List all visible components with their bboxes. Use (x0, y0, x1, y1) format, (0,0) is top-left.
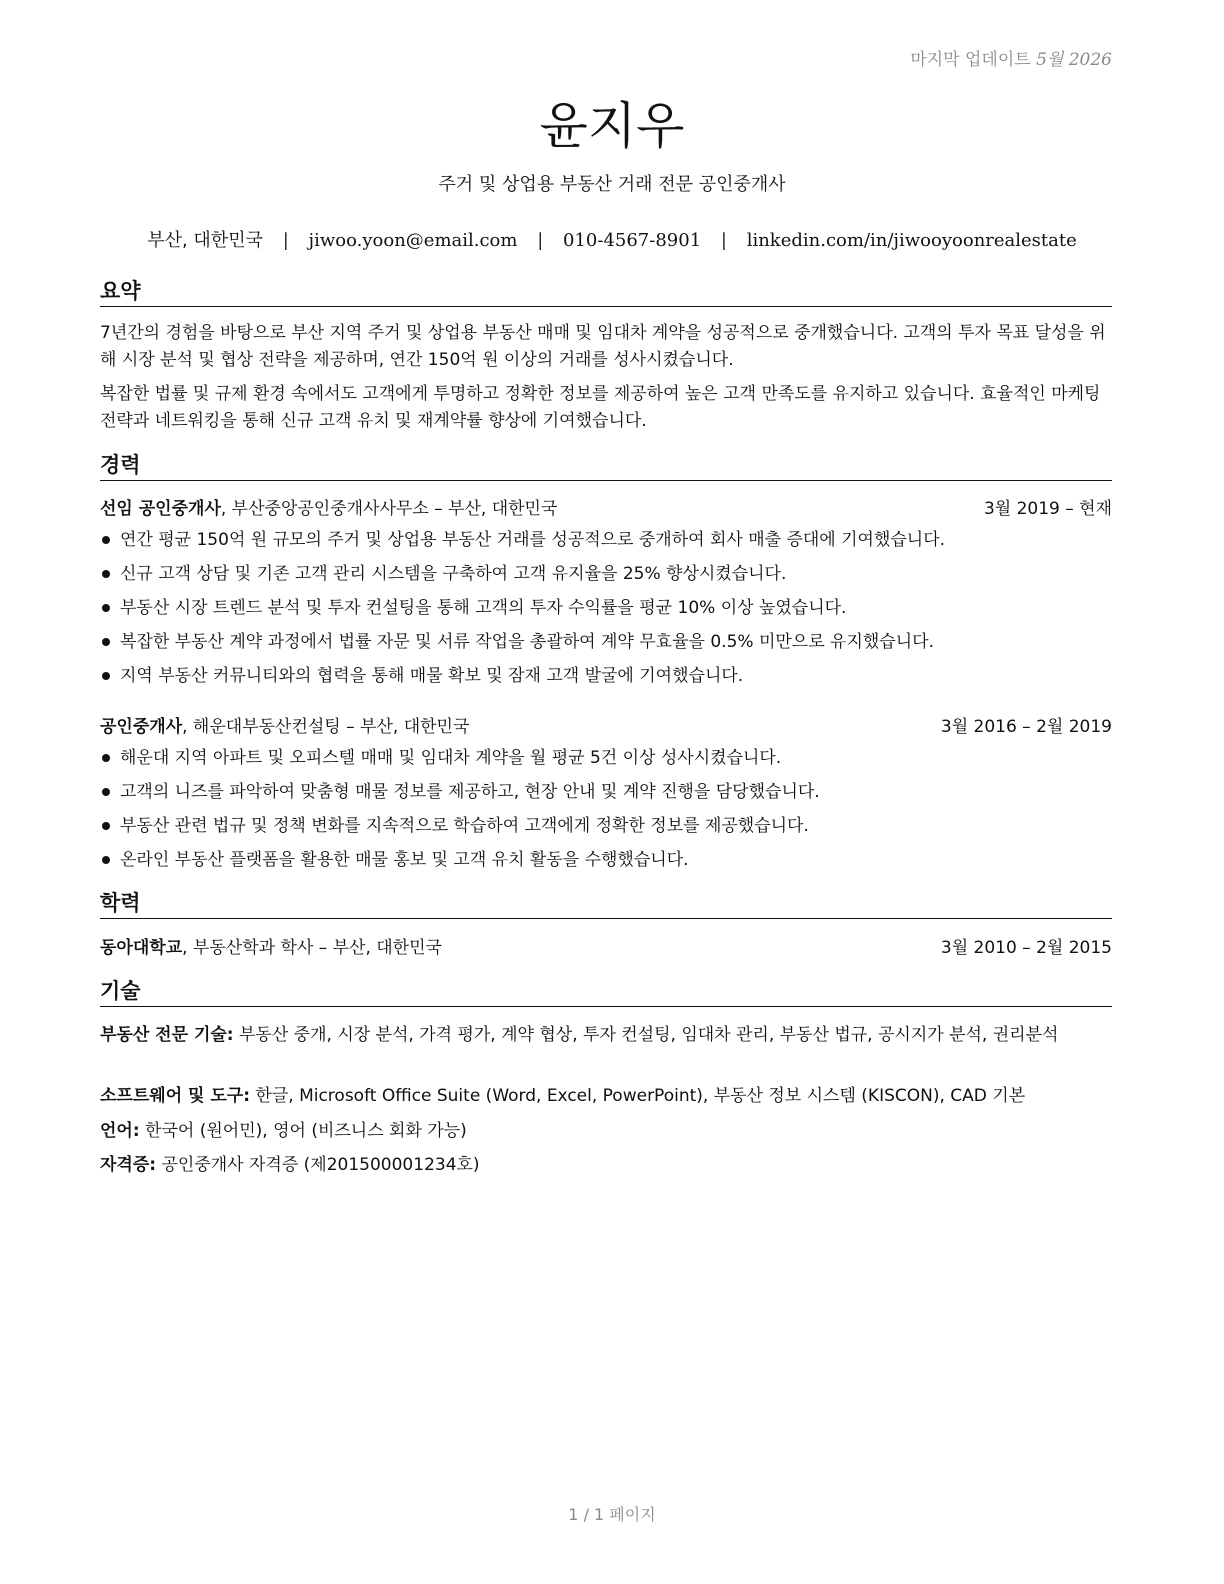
contact-phone: 010-4567-8901 (563, 230, 702, 251)
summary-paragraph: 복잡한 법률 및 규제 환경 속에서도 고객에게 투명하고 정확한 정보를 제공하여 높은 고객 만족도를 유지하고 있습니다. 효율적인 마케팅 전략과 네트워킹을 통해 신규 고객 유치 및 재계약률 향상에 기여했습니다. (100, 384, 1101, 431)
skill-line (100, 1118, 1112, 1144)
skill-line (100, 1152, 1112, 1178)
education-detail: , 부동산학과 학사 – 부산, 대한민국 (182, 938, 442, 958)
contact-separator: | (537, 230, 544, 251)
list-item: 온라인 부동산 플랫폼을 활용한 매물 홍보 및 고객 유치 활동을 수행했습니다. (100, 847, 1112, 881)
job-role: 선임 공인중개사 (100, 499, 221, 519)
education-school: 동아대학교 (100, 938, 183, 958)
contact-separator: | (720, 230, 727, 251)
bullet-icon (102, 638, 110, 646)
list-item: 연간 평균 150억 원 규모의 주거 및 상업용 부동산 거래를 성공적으로 중개하여 회사 매출 증대에 기여했습니다. (100, 527, 1112, 561)
job-org: , 부산중앙공인중개사사무소 – 부산, 대한민국 (220, 499, 558, 519)
list-item: 지역 부동산 커뮤니티와의 협력을 통해 매물 확보 및 잠재 고객 발굴에 기여했습니다. (100, 663, 1112, 697)
job-header (100, 714, 1112, 740)
list-item: 복잡한 부동산 계약 과정에서 법률 자문 및 서류 작업을 총괄하여 계약 무효율을 0.5% 미만으로 유지했습니다. (100, 629, 1112, 663)
job-bullets (100, 745, 1112, 881)
skill-label: 소프트웨어 및 도구: (100, 1086, 251, 1106)
contact-location: 부산, 대한민국 (147, 230, 263, 251)
resume-name: 윤지우 (539, 97, 685, 155)
last-updated-date: 5월 2026 (1036, 50, 1112, 70)
skill-value: 한글, Microsoft Office Suite (Word, Excel, PowerPoint), 부동산 정보 시스템 (KISCON), CAD 기본 (250, 1086, 1026, 1106)
skill-value: 부동산 중개, 시장 분석, 가격 평가, 계약 협상, 투자 컨설팅, 임대차 관리, 부동산 법규, 공시지가 분석, 권리분석 (233, 1025, 1059, 1045)
contact-separator: | (282, 230, 289, 251)
contact-email[interactable]: jiwoo.yoon@email.com (308, 230, 518, 251)
job-role: 공인중개사 (100, 717, 183, 737)
education-entry (100, 935, 1112, 961)
section-title-education: 학력 (100, 890, 1112, 919)
skill-line (100, 1022, 1112, 1048)
last-updated-label: 마지막 업데이트 (910, 50, 1031, 70)
job-bullets (100, 527, 1112, 697)
skill-value: 한국어 (원어민), 영어 (비즈니스 회화 가능) (139, 1121, 467, 1141)
contact-linkedin[interactable]: linkedin.com/in/jiwooyoonrealestate (746, 230, 1077, 251)
list-item: 부동산 시장 트렌드 분석 및 투자 컨설팅을 통해 고객의 투자 수익률을 평균 10% 이상 높였습니다. (100, 595, 1112, 629)
section-title-skills: 기술 (100, 978, 1112, 1007)
section-title-experience: 경력 (100, 452, 1112, 481)
job-dates: 3월 2016 – 2월 2019 (940, 717, 1112, 737)
bullet-icon (102, 754, 110, 762)
skill-label: 부동산 전문 기술: (100, 1025, 234, 1045)
bullet-icon (102, 822, 110, 830)
skill-value: 공인중개사 자격증 (제201500001234호) (156, 1155, 480, 1175)
job-header (100, 496, 1112, 522)
list-item: 고객의 니즈를 파악하여 맞춤형 매물 정보를 제공하고, 현장 안내 및 계약 진행을 담당했습니다. (100, 779, 1112, 813)
last-updated (910, 45, 1112, 70)
bullet-icon (102, 536, 110, 544)
section-title-summary: 요약 (100, 278, 1112, 307)
list-item: 신규 고객 상담 및 기존 고객 관리 시스템을 구축하여 고객 유지율을 25% 향상시켰습니다. (100, 561, 1112, 595)
resume-tagline: 주거 및 상업용 부동산 거래 전문 공인중개사 (438, 174, 786, 195)
bullet-icon (102, 672, 110, 680)
bullet-icon (102, 788, 110, 796)
bullet-icon (102, 856, 110, 864)
summary-paragraph: 7년간의 경험을 바탕으로 부산 지역 주거 및 상업용 부동산 매매 및 임대차 계약을 성공적으로 중개했습니다. 고객의 투자 목표 달성을 위해 시장 분석 및 협상 전략을 제공하며, 연간 150억 원 이상의 거래를 성사시켰습니다. (100, 323, 1106, 370)
list-item: 부동산 관련 법규 및 정책 변화를 지속적으로 학습하여 고객에게 정확한 정보를 제공했습니다. (100, 813, 1112, 847)
job-org: , 해운대부동산컨설팅 – 부산, 대한민국 (182, 717, 470, 737)
bullet-icon (102, 570, 110, 578)
job-dates: 3월 2019 – 현재 (983, 499, 1112, 519)
list-item: 해운대 지역 아파트 및 오피스텔 매매 및 임대차 계약을 월 평균 5건 이상 성사시켰습니다. (100, 745, 1112, 779)
skill-line (100, 1083, 1112, 1109)
skill-label: 자격증: (100, 1155, 157, 1175)
education-dates: 3월 2010 – 2월 2015 (940, 938, 1112, 958)
bullet-icon (102, 604, 110, 612)
contact-line (0, 226, 1224, 252)
skill-label: 언어: (100, 1121, 140, 1141)
page-number: 1 / 1 페이지 (568, 1505, 656, 1524)
